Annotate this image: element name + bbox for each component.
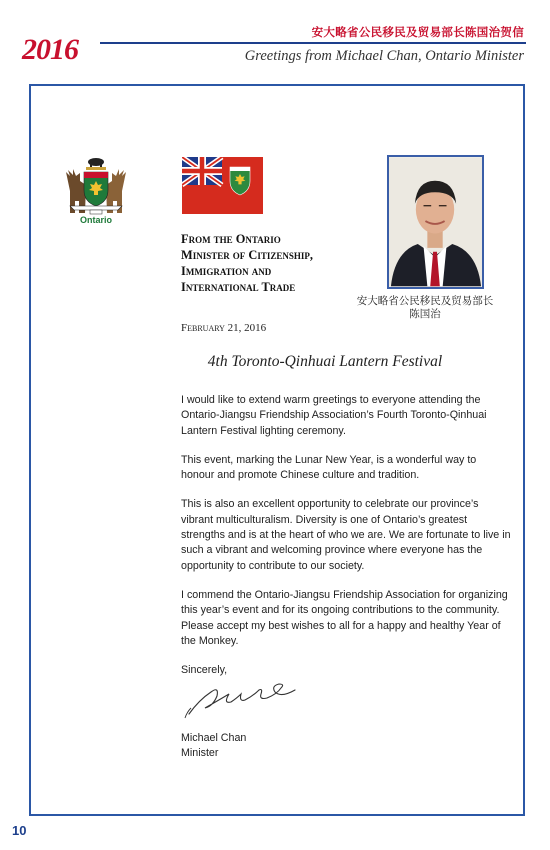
year-2016-logo: 2016	[22, 33, 78, 66]
event-title: 4th Toronto-Qinhuai Lantern Festival	[207, 353, 443, 370]
ministry-heading	[181, 231, 313, 295]
signer-title: Minister	[181, 746, 219, 759]
header-chinese-title: 安大略省公民移民及贸易部长陈国治贺信	[311, 25, 524, 39]
portrait-caption-title: 安大略省公民移民及贸易部长	[356, 295, 494, 307]
letter-body	[181, 393, 511, 692]
portrait-caption	[345, 295, 505, 321]
handwritten-signature-icon	[181, 674, 301, 720]
header-rule	[100, 42, 526, 44]
letter-date: February 21, 2016	[181, 322, 267, 334]
minister-portrait-photo	[387, 155, 484, 289]
signer-name: Michael Chan	[181, 732, 247, 744]
letter-paragraph: I commend the Ontario-Jiangsu Friendship Association for organizing this year’s event and for its ongoing contributions to the community. Please accept my best wishes to all for a happy and healthy Year of the Monkey.	[181, 588, 508, 647]
ministry-line: Minister of Citizenship,	[181, 248, 313, 262]
ministry-line: From the Ontario	[181, 232, 281, 246]
ministry-line: International Trade	[181, 280, 296, 294]
signature-block	[181, 731, 246, 760]
letter-paragraph: I would like to extend warm greetings to everyone attending the Ontario-Jiangsu Friendship Association’s Fourth Toronto-Qinhuai Lantern Festival lighting ceremony.	[181, 394, 487, 437]
ministry-line: Immigration and	[181, 264, 272, 278]
header-english-title: Greetings from Michael Chan, Ontario Minister	[244, 48, 524, 64]
letter-closing: Sincerely,	[181, 664, 228, 677]
portrait-caption-name: 陈国治	[409, 308, 441, 320]
ontario-flag-icon	[182, 157, 263, 214]
page-number: 10	[12, 823, 27, 838]
letter-paragraph: This event, marking the Lunar New Year, is a wonderful way to honour and promote Chinese culture and tradition.	[181, 453, 477, 482]
crest-label: Ontario	[80, 215, 113, 225]
letter-paragraph: This is also an excellent opportunity to celebrate our province’s vibrant multiculturalism. Diversity is one of Ontario’s greatest strengths and is at the heart of who we are. We are fortunate to live in such a vibrant and welcoming province where everyone has the opportunity to contribute to our society.	[181, 498, 511, 572]
